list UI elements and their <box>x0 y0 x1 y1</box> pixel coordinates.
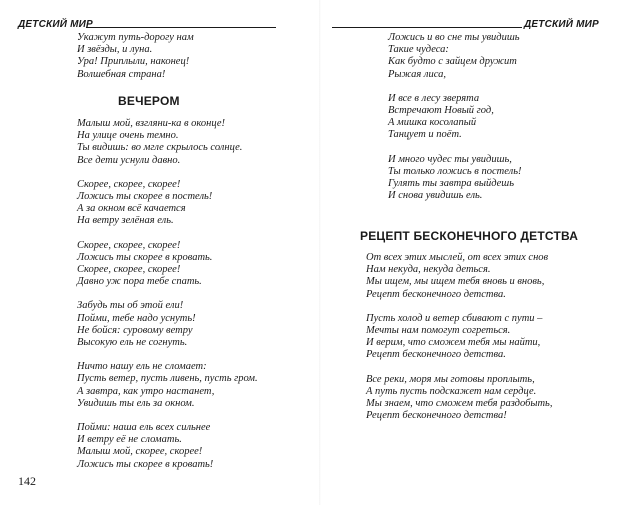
verse-line: Скорее, скорее, скорее! <box>77 239 181 251</box>
verse-line: Мы ищем, мы ищем тебя вновь и вновь, <box>366 276 545 288</box>
verse-line: От всех этих мыслей, от всех этих снов <box>366 252 549 263</box>
verse-line: И звёзды, и луна. <box>77 44 153 56</box>
verse-line: Пойми, тебе надо уснуть! <box>77 312 196 324</box>
verse-line: Нам некуда, некуда деться. <box>366 264 491 276</box>
verse-line: А завтра, как утро настанет, <box>77 385 215 397</box>
verse-line: И снова увидишь ель. <box>388 190 483 202</box>
verse-line: Скорее, скорее, скорее! <box>77 264 181 276</box>
verse-line: Забудь ты об этой ели! <box>77 300 184 312</box>
verse-line: Укажут путь-дорогу нам <box>77 32 194 43</box>
verse-line: Ничто нашу ель не сломает: <box>77 361 207 373</box>
stanza <box>77 422 258 471</box>
verse-line: Высокую ель не согнуть. <box>77 337 188 349</box>
verse-line: Ложись и во сне ты увидишь <box>388 32 520 43</box>
running-head: ДЕТСКИЙ МИР <box>18 19 93 30</box>
verse-line: И много чудес ты увидишь, <box>388 153 512 165</box>
poem-body <box>77 118 258 471</box>
stanza <box>77 361 258 410</box>
poem-body <box>366 252 552 422</box>
verse-line: Встречают Новый год, <box>388 105 494 117</box>
verse-line: Танцует и поёт. <box>388 129 462 141</box>
verse-line: Как будто с зайцем дружит <box>388 56 517 68</box>
verse-line: Ложись ты скорее в кровать. <box>77 251 213 263</box>
verse-line: Рецепт бесконечного детства! <box>366 410 507 422</box>
stanza <box>77 32 194 81</box>
stanza <box>77 179 258 228</box>
verse-line: Мечты нам помогут согреться. <box>366 325 511 337</box>
stanza <box>366 374 552 423</box>
verse-line: Ложись ты скорее в постель! <box>77 191 213 203</box>
poem-continuation <box>388 32 521 202</box>
verse-line: Не бойся: суровому ветру <box>77 324 193 336</box>
verse-line: Такие чудеса: <box>388 44 449 56</box>
verse-line: И верим, что сможем тебя мы найти, <box>366 337 541 349</box>
stanza <box>388 154 521 203</box>
verse-line: Скорее, скорее, скорее! <box>77 178 181 190</box>
verse-line: Волшебная страна! <box>77 68 166 80</box>
header-rule <box>86 27 276 28</box>
verse-line: Ура! Приплыли, наконец! <box>77 56 190 68</box>
stanza <box>366 313 552 362</box>
stanza <box>77 118 258 167</box>
stanza <box>388 32 521 81</box>
verse-line: Пусть ветер, пусть ливень, пусть гром. <box>77 373 258 385</box>
intro-stanza <box>77 32 194 81</box>
verse-line: Малыш мой, скорее, скорее! <box>77 446 203 458</box>
stanza <box>77 300 258 349</box>
running-head: ДЕТСКИЙ МИР <box>524 19 599 30</box>
verse-line: Пойми: наша ель всех сильнее <box>77 422 211 434</box>
verse-line: Давно уж пора тебе спать. <box>77 276 202 288</box>
poem-title: РЕЦЕПТ БЕСКОНЕЧНОГО ДЕТСТВА <box>360 229 579 243</box>
verse-line: И ветру её не сломать. <box>77 434 182 446</box>
verse-line: Ты видишь: во мгле скрылось солнце. <box>77 142 243 154</box>
verse-line: Малыш мой, взгляни-ка в оконце! <box>77 118 226 129</box>
verse-line: А мишка косолапый <box>388 117 477 129</box>
verse-line: Все дети уснули давно. <box>77 154 181 166</box>
verse-line: И все в лесу зверята <box>388 92 480 104</box>
verse-line: Пусть холод и ветер сбивают с пути – <box>366 312 543 324</box>
poem-title: ВЕЧЕРОМ <box>118 94 180 108</box>
verse-line: Рецепт бесконечного детства. <box>366 288 506 300</box>
verse-line: На улице очень темно. <box>77 130 179 142</box>
header-rule <box>332 27 522 28</box>
stanza <box>77 240 258 289</box>
verse-line: Мы знаем, что сможем тебя раздобыть, <box>366 398 553 410</box>
verse-line: Все реки, моря мы готовы проплыть, <box>366 373 535 385</box>
verse-line: На ветру зелёная ель. <box>77 215 174 227</box>
verse-line: Гулять ты завтра выйдешь <box>388 178 514 190</box>
verse-line: Ложись ты скорее в кровать! <box>77 458 214 470</box>
page-number: 142 <box>18 474 36 488</box>
verse-line: А за окном всё качается <box>77 203 186 215</box>
verse-line: А путь пусть подскажет нам сердце. <box>366 385 537 397</box>
verse-line: Рыжая лиса, <box>388 68 447 80</box>
right-page <box>320 0 640 505</box>
stanza <box>388 93 521 142</box>
verse-line: Увидишь ты ель за окном. <box>77 397 195 409</box>
stanza <box>366 252 552 301</box>
verse-line: Рецепт бесконечного детства. <box>366 349 506 361</box>
verse-line: Ты только ложись в постель! <box>388 165 522 177</box>
